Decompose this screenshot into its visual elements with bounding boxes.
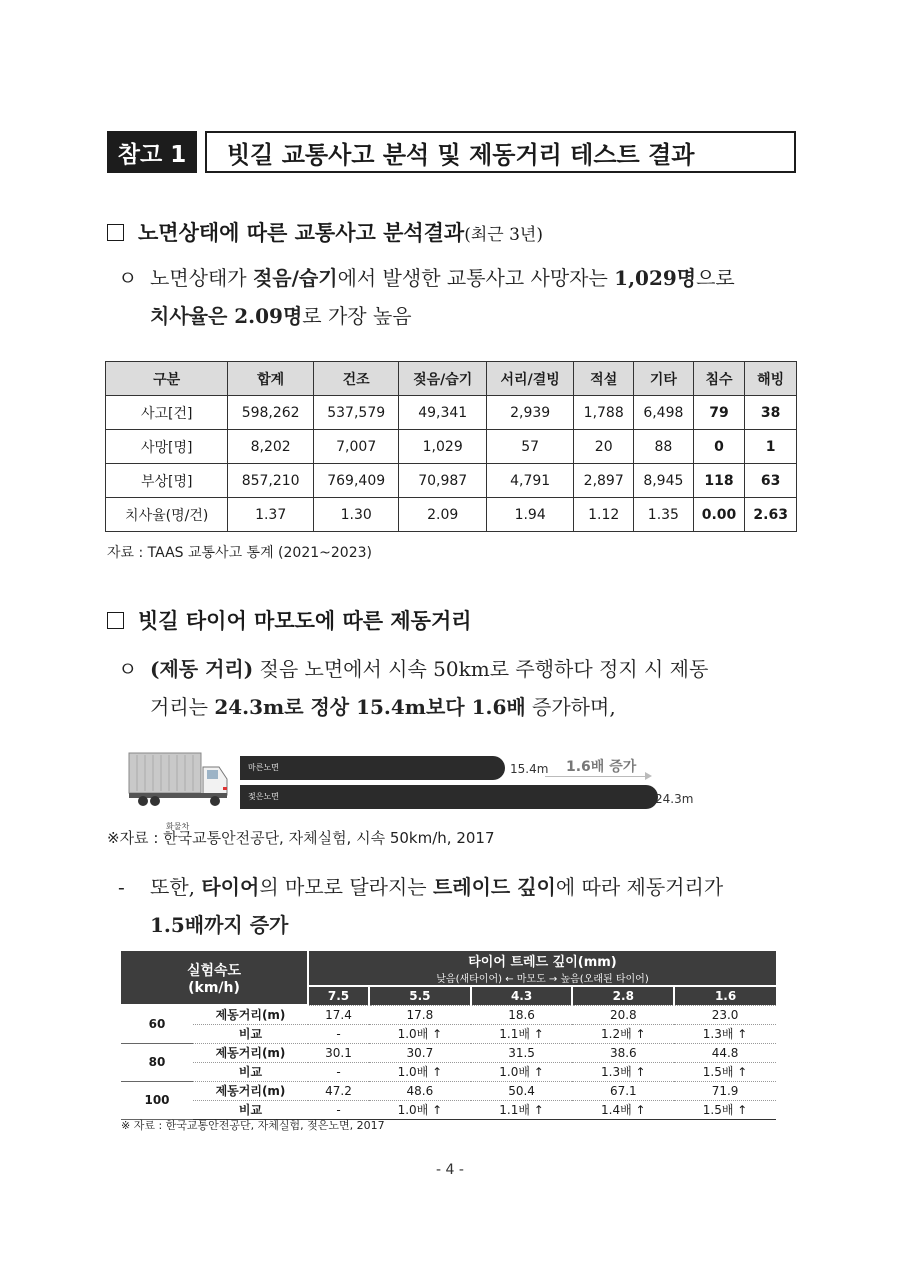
table-row [121,1043,776,1062]
dry-road-bar [240,756,505,780]
table-cell: 1.35 [634,498,694,532]
table-cell: 6,498 [634,396,694,430]
text-span: 에서 발생한 교통사고 사망자는 [337,266,615,290]
table-cell: 47.2 [308,1081,369,1100]
table-header-cell: 젖음/습기 [399,362,486,396]
table-cell: 44.8 [674,1043,776,1062]
table-header-cell: 해빙 [745,362,797,396]
table-cell: 23.0 [674,1005,776,1024]
table-cell: 1.94 [486,498,573,532]
row-label: 제동거리(m) [193,1005,308,1024]
text-span: 의 마모로 달라지는 [259,875,433,899]
tread-level-cell: 7.5 [308,986,369,1005]
bullet-icon: ㅇ [118,266,138,290]
text-bold: 치사율은 2.09명 [150,304,303,328]
table-cell: 20.8 [572,1005,674,1024]
table-cell: 79 [693,396,745,430]
table-cell: 38 [745,396,797,430]
table-header-cell: 합계 [228,362,314,396]
text-bold: (제동 거리) [150,657,254,681]
table-row [106,430,797,464]
table-cell: 63 [745,464,797,498]
reference-tag: 참고 1 [107,131,197,173]
table-cell: 30.7 [369,1043,471,1062]
dash-bullet: - [118,875,125,899]
tread-header-sub: 낮음(새타이어) ← 마모도 → 높음(오래된 타이어) [436,974,649,985]
table-cell: 17.4 [308,1005,369,1024]
wet-distance-label: 24.3m [655,792,694,806]
table-cell: 70,987 [399,464,486,498]
tread-header [308,951,776,986]
table-row [106,498,797,532]
increase-arrow-icon [645,772,652,780]
table-header-row [106,362,797,396]
table-cell: 1.3배 ↑ [572,1062,674,1081]
table-cell: 1.30 [313,498,399,532]
table-cell: 2.63 [745,498,797,532]
table-cell: 치사율(명/건) [106,498,228,532]
table-cell: 부상[명] [106,464,228,498]
row-label: 비교 [193,1100,308,1119]
table-cell: 8,202 [228,430,314,464]
table-cell: 769,409 [313,464,399,498]
table-cell: 1.3배 ↑ [674,1024,776,1043]
table-cell: 8,945 [634,464,694,498]
paragraph-tread [118,868,808,944]
table-header-cell: 서리/결빙 [486,362,573,396]
table-cell: 857,210 [228,464,314,498]
table-cell: 2,897 [574,464,634,498]
table-cell: - [308,1062,369,1081]
table-row [121,1024,776,1043]
table-cell: 사망[명] [106,430,228,464]
table-cell: 48.6 [369,1081,471,1100]
table-header-cell: 적설 [574,362,634,396]
table-cell: 1.5배 ↑ [674,1100,776,1119]
speed-cell: 60 [121,1005,193,1043]
text-span: 증가하며, [525,695,616,719]
text-bold: 1,029명 [614,266,697,290]
text-span: 에 따라 제동거리가 [555,875,724,899]
dry-distance-label: 15.4m [510,762,549,776]
table-header-cell: 기타 [634,362,694,396]
table-cell: 88 [634,430,694,464]
tread-table-source: ※ 자료 : 한국교통안전공단, 자체실험, 젖은노면, 2017 [121,1119,385,1132]
table-cell: 50.4 [471,1081,573,1100]
truck-label: 화물차 [166,822,190,831]
table-cell: 1.0배 ↑ [369,1024,471,1043]
table-cell: 1,029 [399,430,486,464]
row-label: 제동거리(m) [193,1081,308,1100]
text-span: 젖음 노면에서 시속 50km로 주행하다 정지 시 제동 [253,657,709,681]
table-cell: 57 [486,430,573,464]
paragraph-braking [118,650,808,726]
table-cell: 7,007 [313,430,399,464]
table-cell: 38.6 [572,1043,674,1062]
bullet-icon: ㅇ [118,657,138,681]
table-cell: 1.1배 ↑ [471,1024,573,1043]
table-cell: 537,579 [313,396,399,430]
tread-level-cell: 5.5 [369,986,471,1005]
text-span: 노면상태가 [150,266,253,290]
table-header-cell: 건조 [313,362,399,396]
tread-depth-table-wrap [121,951,776,1120]
tread-level-cell: 2.8 [572,986,674,1005]
table-row [106,396,797,430]
speed-cell: 80 [121,1043,193,1081]
tread-depth-table [121,951,776,1120]
table-cell: 1.0배 ↑ [471,1062,573,1081]
increase-label: 1.6배 증가 [566,759,637,775]
row-label: 제동거리(m) [193,1043,308,1062]
table-cell: 71.9 [674,1081,776,1100]
table-cell: 0 [693,430,745,464]
table-source: 자료 : TAAS 교통사고 통계 (2021~2023) [107,545,372,561]
text-span: 또한, [150,875,202,899]
tread-level-cell: 1.6 [674,986,776,1005]
table-cell: - [308,1024,369,1043]
section-heading-braking [107,605,472,635]
table-cell: 1,788 [574,396,634,430]
text-span: 으로 [696,266,735,290]
checkbox-square-icon [107,612,124,629]
tread-level-cell: 4.3 [471,986,573,1005]
table-cell: 1.37 [228,498,314,532]
text-span: 거리는 [150,695,215,719]
increase-arrow-line [545,776,649,777]
section-heading-road-condition [107,217,543,247]
paragraph-road-condition [118,259,808,335]
table-cell: 30.1 [308,1043,369,1062]
figure-source: ※자료 : 한국교통안전공단, 자체실험, 시속 50km/h, 2017 [107,829,495,847]
table-cell: 1.4배 ↑ [572,1100,674,1119]
page-title: 빗길 교통사고 분석 및 제동거리 테스트 결과 [205,131,796,173]
table-header-cell: 구분 [106,362,228,396]
table-cell: 1 [745,430,797,464]
section-heading-sub: (최근 3년) [464,224,543,245]
table-cell: 118 [693,464,745,498]
table-header-cell: 침수 [693,362,745,396]
table-cell: 1.0배 ↑ [369,1100,471,1119]
table-cell: 1.2배 ↑ [572,1024,674,1043]
section-heading-text: 노면상태에 따른 교통사고 분석결과 [138,221,465,245]
section-heading-text: 빗길 타이어 마모도에 따른 제동거리 [138,609,472,633]
table-cell: 사고[건] [106,396,228,430]
speed-header [121,951,308,1005]
table-cell: 1.5배 ↑ [674,1062,776,1081]
table-row [106,464,797,498]
table-cell: 1.12 [574,498,634,532]
wet-road-bar [240,785,658,809]
speed-header-line1: 실험속도 [186,962,242,979]
table-cell: 49,341 [399,396,486,430]
text-bold: 타이어 [201,875,260,899]
table-cell: 17.8 [369,1005,471,1024]
table-cell: 67.1 [572,1081,674,1100]
table-row [121,1062,776,1081]
table-header-row [121,951,776,986]
table-cell: 1.0배 ↑ [369,1062,471,1081]
dry-road-label: 마른노면 [248,763,279,772]
table-cell: 1.1배 ↑ [471,1100,573,1119]
speed-cell: 100 [121,1081,193,1119]
text-span: 로 가장 높음 [302,304,412,328]
accident-table [105,361,797,532]
checkbox-square-icon [107,224,124,241]
reference-title [107,131,796,173]
text-bold: 24.3m로 정상 15.4m보다 1.6배 [214,695,526,719]
text-bold: 트레이드 깊이 [432,875,556,899]
table-cell: 598,262 [228,396,314,430]
table-cell: 4,791 [486,464,573,498]
page-number: - 4 - [436,1162,464,1178]
text-bold: 젖음/습기 [252,266,338,290]
table-cell: 31.5 [471,1043,573,1062]
table-cell: 2.09 [399,498,486,532]
table-cell: - [308,1100,369,1119]
speed-header-line2: (km/h) [188,979,240,996]
wet-road-label: 젖은노면 [248,792,279,801]
row-label: 비교 [193,1062,308,1081]
row-label: 비교 [193,1024,308,1043]
table-row [121,1081,776,1100]
table-cell: 2,939 [486,396,573,430]
table-cell: 18.6 [471,1005,573,1024]
table-row [121,1005,776,1024]
tread-header-title: 타이어 트레드 깊이(mm) [468,955,617,970]
table-cell: 20 [574,430,634,464]
table-cell: 0.00 [693,498,745,532]
truck-icon [127,749,232,819]
text-bold: 1.5배까지 증가 [150,913,289,937]
